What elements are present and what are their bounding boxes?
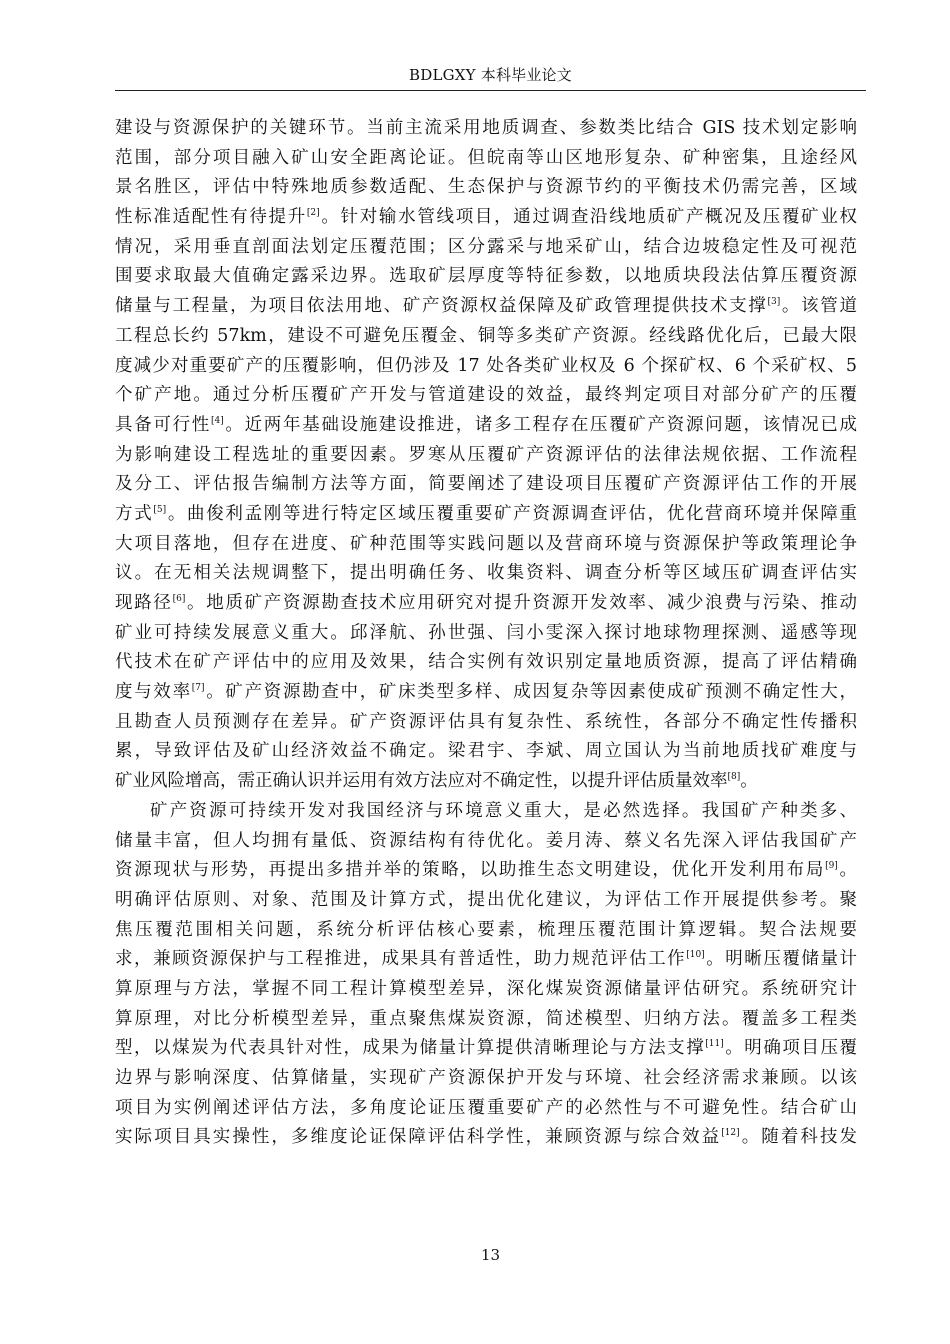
body-text: [115, 114, 857, 1153]
line-text: 大项目落地，但存在进度、矿种范围等实践问题以及营商环境与资源保护等政策理论争: [115, 533, 857, 554]
line-text-continued: 。随着科技发: [739, 1127, 857, 1148]
text-line: [115, 114, 857, 144]
paragraph-1: [115, 114, 857, 797]
text-line: [115, 559, 857, 589]
line-text: 围要求取最大值确定露采边界。选取矿层厚度等特征参数，以地质块段法估算压覆资源: [115, 266, 857, 287]
page-header: BDLGXY 本科毕业论文: [409, 66, 572, 84]
text-line: [115, 1034, 857, 1064]
text-line: [115, 262, 857, 292]
line-text: 范围，部分项目融入矿山安全距离论证。但皖南等山区地形复杂、矿种密集，且途经风: [115, 147, 857, 168]
line-text-continued: 。: [837, 860, 857, 881]
line-text: 度减少对重要矿产的压覆影响，但仍涉及 17 处各类矿业权及 6 个探矿权、6 个采矿权、5: [115, 355, 857, 376]
page-number: 13: [480, 1246, 501, 1264]
line-text: 实际项目具实操性，多维度论证保障评估科学性，兼顾资源与综合效益: [115, 1127, 722, 1148]
text-line: [115, 619, 857, 649]
line-text: 焦压覆范围相关问题，系统分析评估核心要素，梳理压覆范围计算逻辑。契合法规要: [115, 919, 857, 940]
citation-ref: [8]: [727, 772, 741, 783]
text-line: [115, 292, 857, 322]
line-text: 且勘查人员预测存在差异。矿产资源评估具有复杂性、系统性，各部分不确定性传播积: [115, 711, 857, 732]
line-text: 矿产资源可持续开发对我国经济与环境意义重大，是必然选择。我国矿产种类多、: [150, 800, 857, 821]
text-line: [115, 530, 857, 560]
text-line: [115, 648, 857, 678]
text-line: [115, 945, 857, 975]
line-text: 求，兼顾资源保护与工程推进，成果具有普适性，助力规范评估工作: [115, 949, 687, 970]
text-line: [115, 203, 857, 233]
text-line: [115, 975, 857, 1005]
text-line: [115, 678, 857, 708]
line-text: 工程总长约 57km，建设不可避免压覆金、铜等多类矿产资源。经线路优化后，已最大限: [115, 325, 857, 346]
text-line: [115, 144, 857, 174]
paragraph-2: [115, 797, 857, 1153]
line-text: 情况，采用垂直剖面法划定压覆范围；区分露采与地采矿山，结合边坡稳定性及可视范: [115, 236, 857, 257]
line-text: 个矿产地。通过分析压覆矿产开发与管道建设的效益，最终判定项目对部分矿产的压覆: [115, 385, 857, 406]
line-text-continued: 。曲俊利孟刚等进行特定区域压覆重要矿产资源调查评估，优化营商环境并保障重: [166, 503, 857, 524]
line-text-continued: 。近两年基础设施建设推进，诸多工程存在压覆矿产资源问题，该情况已成: [223, 414, 857, 435]
line-text: 性标准适配性有待提升: [115, 207, 307, 228]
text-line: [115, 1005, 857, 1035]
citation-ref: [9]: [825, 861, 838, 872]
text-line: [115, 441, 857, 471]
line-text: 为影响建设工程选址的重要因素。罗寒从压覆矿产资源评估的法律法规依据、工作流程: [115, 444, 857, 465]
line-text: 累，导致评估及矿山经济效益不确定。梁君宇、李斌、周立国认为当前地质找矿难度与: [115, 741, 857, 762]
line-text-continued: 。针对输水管线项目，通过调查沿线地质矿产概况及压覆矿业权: [319, 207, 857, 228]
line-text-continued: 。该管道: [780, 296, 857, 317]
citation-ref: [11]: [705, 1039, 724, 1050]
line-text-continued: 。: [740, 771, 758, 792]
line-text-continued: 。矿产资源勘查中，矿床类型多样、成因复杂等因素使成矿预测不确定性大，: [204, 682, 857, 703]
citation-ref: [4]: [210, 415, 224, 426]
line-text: 具备可行性: [115, 414, 211, 435]
text-line: [115, 352, 857, 382]
text-line: [115, 797, 857, 827]
line-text-continued: 。地质矿产资源勘查技术应用研究对提升资源开发效率、减少浪费与污染、推动: [185, 593, 857, 613]
line-text: 代技术在矿产评估中的应用及效果，结合实例有效识别定量地质资源，提高了评估精确: [115, 652, 857, 673]
line-text: 景名胜区，评估中特殊地质参数适配、生态保护与资源节约的平衡技术仍需完善，区域: [115, 177, 857, 198]
text-line: [115, 856, 857, 886]
line-text: 明确评估原则、对象、范围及计算方式，提出优化建议，为评估工作开展提供参考。聚: [115, 889, 857, 910]
line-text: 及分工、评估报告编制方法等方面，简要阐述了建设项目压覆矿产资源评估工作的开展: [115, 474, 857, 495]
text-line: [115, 381, 857, 411]
text-line: [115, 737, 857, 767]
citation-ref: [2]: [306, 208, 320, 219]
citation-ref: [5]: [153, 504, 167, 515]
text-line: [115, 708, 857, 738]
text-line: [115, 500, 857, 530]
line-text-continued: 。明确项目压覆: [723, 1038, 857, 1059]
text-line: [115, 470, 857, 500]
line-text: 型，以煤炭为代表具针对性，成果为储量计算提供清晰理论与方法支撑: [115, 1038, 706, 1059]
line-text: 算原理，对比分析模型差异，重点聚焦煤炭资源，简述模型、归纳方法。覆盖多工程类: [115, 1008, 857, 1029]
line-text: 储量丰富，但人均拥有量低、资源结构有待优化。姜月涛、蔡义名先深入评估我国矿产: [115, 830, 857, 851]
text-line: [115, 827, 857, 857]
citation-ref: [3]: [767, 297, 781, 308]
citation-ref: [10]: [686, 950, 705, 961]
text-line: [115, 411, 857, 441]
line-text: 现路径: [115, 593, 173, 613]
text-line: [115, 1094, 857, 1124]
header-divider: [115, 90, 866, 91]
text-line: [115, 233, 857, 263]
line-text: 议。在无相关法规调整下，提出明确任务、收集资料、调查分析等区域压矿调查评估实: [115, 563, 857, 584]
line-text: 储量与工程量，为项目依法用地、矿产资源权益保障及矿政管理提供技术支撑: [115, 296, 768, 317]
line-text: 矿业可持续发展意义重大。邱泽航、孙世强、闫小雯深入探讨地球物理探测、遥感等现: [115, 622, 857, 643]
line-text: 矿业风险增高，需正确认识并运用有效方法应对不确定性，以提升评估质量效率: [115, 771, 728, 792]
line-text: 建设与资源保护的关键环节。当前主流采用地质调查、参数类比结合 GIS 技术划定影响: [115, 118, 857, 138]
line-text: 方式: [115, 503, 154, 524]
text-line: [115, 589, 857, 619]
line-text-continued: 。明晰压覆储量计: [704, 949, 857, 970]
citation-ref: [6]: [172, 594, 186, 604]
text-line: [115, 173, 857, 203]
line-text: 资源现状与形势，再提出多措并举的策略，以助推生态文明建设，优化开发利用布局: [115, 860, 826, 881]
text-line: [115, 767, 857, 797]
line-text: 边界与影响深度、估算储量，实现矿产资源保护开发与环境、社会经济需求兼顾。以该: [115, 1068, 857, 1088]
line-text: 度与效率: [115, 682, 192, 703]
text-line: [115, 1123, 857, 1153]
line-text: 算原理与方法，掌握不同工程计算模型差异，深化煤炭资源储量评估研究。系统研究计: [115, 978, 857, 999]
citation-ref: [12]: [721, 1128, 740, 1139]
text-line: [115, 1064, 857, 1094]
line-text: 项目为实例阐述评估方法，多角度论证压覆重要矿产的必然性与不可避免性。结合矿山: [115, 1097, 857, 1118]
text-line: [115, 322, 857, 352]
text-line: [115, 916, 857, 946]
citation-ref: [7]: [191, 683, 205, 694]
text-line: [115, 886, 857, 916]
